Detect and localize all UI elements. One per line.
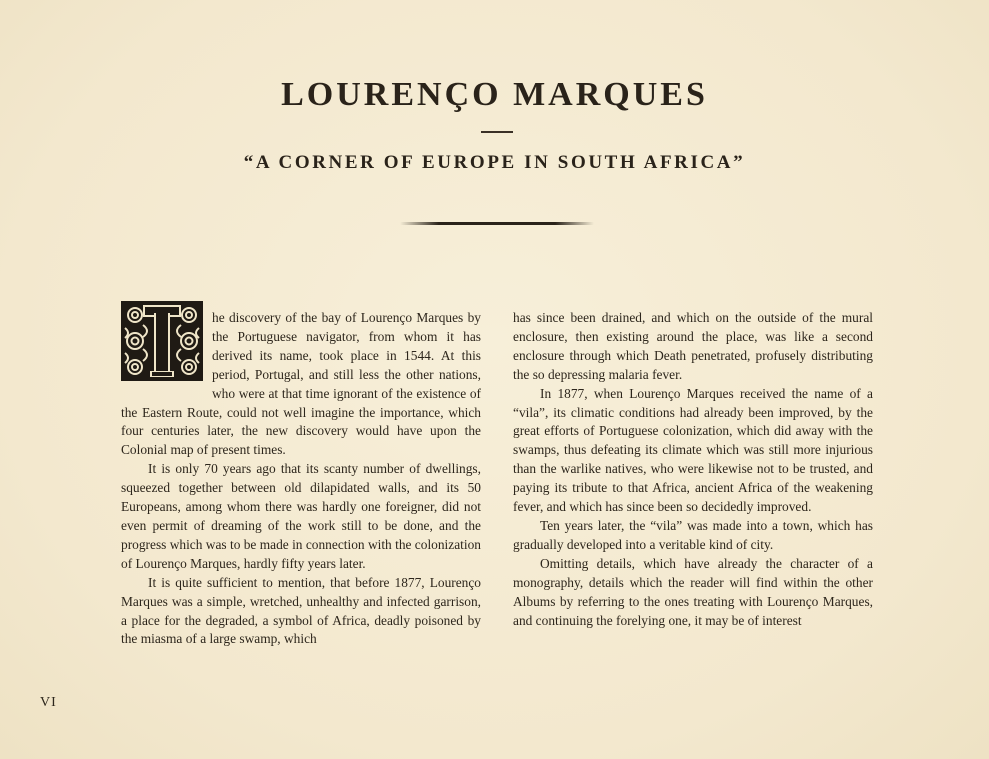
page-subtitle: “A CORNER OF EUROPE IN SOUTH AFRICA” [243,152,746,173]
title-rule [481,131,513,133]
paragraph: In 1877, when Lourenço Marques received the name of a “vila”, its climatic conditions had already been improved, by the great efforts of Portuguese colonization, which did away with the swamps, thus defeating its climate which was still more injurious than the warlike natives, who were likewise not to be trusted, and paying its tribute to that Africa, ancient Africa of the weakening fever, and which has since been so decidedly improved. [513,385,873,515]
page-number: VI [40,695,57,710]
paragraph: has since been drained, and which on the outside of the mural enclosure, then existing around the place, was like a second enclosure through which Death penetrated, profusely distributing the so depressing malaria fever. [513,310,873,382]
ornamental-divider [400,222,594,225]
paragraph: It is quite sufficient to mention, that before 1877, Lourenço Marques was a simple, wretched, unhealthy and infected garrison, a place for the degraded, a symbol of Africa, deadly poisoned by the miasma of a large swamp, which [121,574,481,647]
right-column [513,309,873,630]
paragraph: Ten years later, the “vila” was made into a town, which has gradually developed into a veritable kind of city. [513,517,873,552]
paragraph: It is only 70 years ago that its scanty number of dwellings, squeezed together between old dilapidated walls, and its 50 Europeans, among whom there was hardly one foreigner, did not even permit of dreaming of the work still to be done, and the progress which was to be made in connection with the colonization of Lourenço Marques, hardly fifty years later. [121,461,481,571]
paragraph: Omitting details, which have already the character of a monography, details which the reader will find within the other Albums by referring to the ones treating with Lourenço Marques, and continuing the forelying one, it may be of interest [513,555,873,628]
ornamental-initial-t-icon [121,301,203,381]
page-title: LOURENÇO MARQUES [281,76,708,113]
paragraph: he discovery of the bay of Lourenço Marques by the Portuguese navigator, from whom it has derived its name, took place in 1544. At this period, Portugal, and still less the other nations, who were at that time ignorant of the existence of the Eastern Route, could not well imagine the importance, which four centuries later, the new discovery would have upon the Colonial map of present times. [121,310,481,458]
left-column [121,309,481,649]
